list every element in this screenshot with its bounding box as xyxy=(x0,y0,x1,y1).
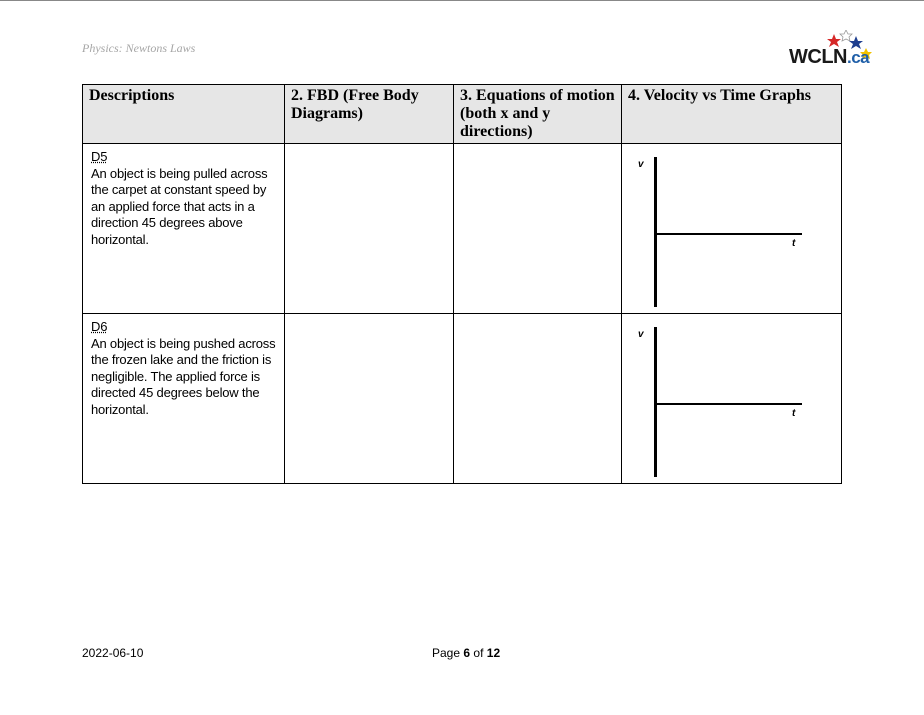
page-of: of xyxy=(473,646,484,660)
equations-cell[interactable] xyxy=(454,144,622,314)
equations-cell[interactable] xyxy=(454,314,622,484)
col-header-fbd: 2. FBD (Free Body Diagrams) xyxy=(285,85,454,144)
wcln-logo xyxy=(786,30,886,74)
logo-main: WCLN xyxy=(789,46,847,68)
logo-suffix: .ca xyxy=(846,48,870,67)
graph-y-axis xyxy=(654,327,657,477)
velocity-time-graph xyxy=(622,144,841,313)
worksheet-table xyxy=(82,84,842,484)
description-cell xyxy=(83,314,285,484)
problem-description: An object is being pulled across the carpet at constant speed by an applied force that acts in a direction 45 degrees above horizontal. xyxy=(91,165,268,247)
fbd-cell[interactable] xyxy=(285,314,454,484)
table-row xyxy=(83,314,842,484)
page-current: 6 xyxy=(463,646,471,660)
page-total: 12 xyxy=(486,646,501,660)
col-header-equations: 3. Equations of motion (both x and y directions) xyxy=(454,85,622,144)
graph-y-label: v xyxy=(638,159,644,170)
col-header-graphs: 4. Velocity vs Time Graphs xyxy=(622,85,842,144)
top-border xyxy=(0,0,924,1)
footer-date: 2022-06-10 xyxy=(82,646,144,660)
course-header: Physics: Newtons Laws xyxy=(82,41,196,55)
graph-x-axis xyxy=(655,233,802,235)
page-number xyxy=(432,646,500,660)
problem-description: An object is being pushed across the frozen lake and the friction is negligible. The applied force is directed 45 degrees below the horizontal. xyxy=(91,335,276,417)
graph-cell[interactable] xyxy=(622,314,842,484)
problem-id: D5 xyxy=(91,149,108,164)
problem-id: D6 xyxy=(91,319,108,334)
graph-x-label: t xyxy=(792,238,796,249)
velocity-time-graph xyxy=(622,314,841,483)
fbd-cell[interactable] xyxy=(285,144,454,314)
graph-y-label: v xyxy=(638,329,644,340)
graph-y-axis xyxy=(654,157,657,307)
graph-x-axis xyxy=(655,403,802,405)
col-header-descriptions: Descriptions xyxy=(83,85,285,144)
page-prefix: Page xyxy=(432,646,461,660)
table-header-row xyxy=(83,85,842,144)
description-cell xyxy=(83,144,285,314)
logo-text xyxy=(789,46,869,69)
table-row xyxy=(83,144,842,314)
graph-x-label: t xyxy=(792,408,796,419)
graph-cell[interactable] xyxy=(622,144,842,314)
